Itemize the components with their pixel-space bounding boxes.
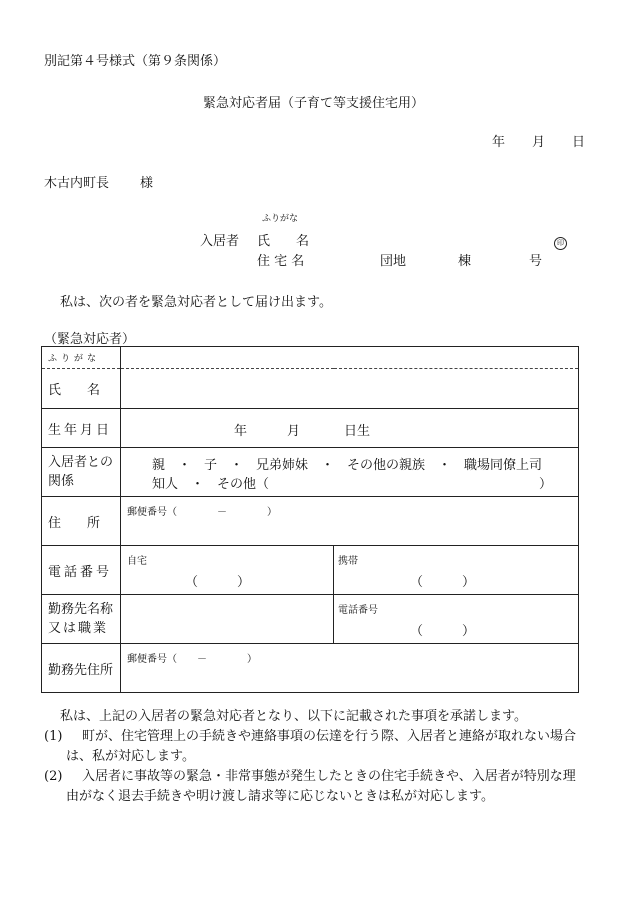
- relation-label-2: 関係: [48, 474, 75, 489]
- address-label-cell: [42, 497, 121, 546]
- work-address-field[interactable]: [121, 644, 579, 693]
- phone-label-cell: [42, 546, 121, 595]
- relation-options-line-1[interactable]: 親 ・ 子 ・ 兄弟姉妹 ・ その他の親族 ・ 職場同僚上司: [152, 458, 543, 473]
- applicant-residence-label: 住 宅 名: [257, 254, 305, 269]
- work-address-label: 勤務先住所: [48, 662, 114, 678]
- mobile-phone-paren: （ ）: [410, 575, 476, 590]
- date-year: 年: [492, 135, 506, 150]
- home-phone-field[interactable]: [121, 546, 334, 595]
- work-label-cell: [42, 595, 121, 644]
- table-caption: （緊急対応者）: [44, 332, 136, 347]
- birth-year: 年: [234, 424, 248, 439]
- address-field[interactable]: [121, 497, 579, 546]
- mobile-phone-field[interactable]: [334, 546, 579, 595]
- work-label-1: 勤務先名称: [48, 602, 114, 617]
- consent-item-2-line-1: 入居者に事故等の緊急・非常事態が発生したときの住宅手続きや、入居者が特別な理: [82, 769, 576, 784]
- consent-item-1-line-1: 町が、住宅管理上の手続きや連絡事項の伝達を行う際、入居者と連絡が取れない場合: [82, 729, 577, 744]
- consent-lead: 私は、上記の入居者の緊急対応者となり、以下に記載された事項を承諾します。: [60, 709, 527, 724]
- work-address-postal: 郵便番号（ － ）: [127, 654, 257, 665]
- birth-month: 月: [287, 424, 301, 439]
- addressee: 木古内町長: [44, 176, 110, 191]
- applicant-gou: 号: [529, 254, 543, 269]
- birth-label: 生年月日: [48, 422, 113, 438]
- phone-label: 電話番号: [48, 564, 113, 580]
- form-number: 別記第４号様式（第９条関係）: [44, 54, 227, 69]
- work-phone-label: 電話番号: [338, 605, 378, 616]
- work-phone-paren: （ ）: [410, 624, 476, 639]
- consent-item-2-line-2: 由がなく退去手続きや明け渡し請求等に応じないときは私が対応します。: [66, 789, 494, 804]
- name-label-cell: [42, 369, 121, 409]
- date-day: 日: [572, 135, 586, 150]
- address-postal: 郵便番号（ － ）: [127, 507, 277, 518]
- applicant-name-label: 氏 名: [257, 234, 310, 249]
- document-title: 緊急対応者届（子育て等支援住宅用）: [203, 96, 425, 111]
- name-field[interactable]: [121, 369, 579, 409]
- mobile-label: 携帯: [338, 556, 358, 567]
- seal-mark: 印: [554, 230, 567, 250]
- home-phone-paren: （ ）: [185, 575, 251, 590]
- furigana-label-cell: [42, 347, 121, 369]
- relation-label-1: 入居者との: [48, 455, 114, 470]
- relation-label-cell: [42, 448, 121, 497]
- furigana-field[interactable]: [121, 347, 579, 369]
- home-label: 自宅: [127, 556, 147, 567]
- applicant-furigana-label: ふりがな: [262, 214, 299, 224]
- address-label: 住 所: [48, 515, 101, 531]
- intro-text: 私は、次の者を緊急対応者として届け出ます。: [60, 295, 332, 310]
- applicant-role-label: 入居者: [200, 234, 240, 249]
- work-name-field[interactable]: [121, 595, 334, 644]
- name-label: 氏 名: [48, 383, 101, 398]
- relation-options-line-2[interactable]: 知人 ・ その他（: [152, 477, 270, 492]
- consent-item-2-number: (2): [44, 769, 63, 784]
- work-address-label-cell: [42, 644, 121, 693]
- birth-field[interactable]: [121, 409, 579, 448]
- consent-item-1-number: (1): [44, 729, 63, 744]
- applicant-danchi: 団地: [380, 254, 407, 269]
- relation-field[interactable]: [121, 448, 579, 497]
- furigana-label: ふりがな: [48, 354, 101, 364]
- consent-item-1-line-2: は、私が対応します。: [66, 749, 195, 764]
- emergency-contact-table: [41, 346, 579, 693]
- applicant-tou: 棟: [458, 254, 472, 269]
- date-month: 月: [532, 135, 546, 150]
- birth-label-cell: [42, 409, 121, 448]
- honorific: 様: [140, 176, 154, 191]
- birth-day: 日生: [344, 424, 371, 439]
- work-phone-field[interactable]: [334, 595, 579, 644]
- work-label-2: 又は職業: [48, 621, 109, 636]
- relation-close-paren: ）: [539, 477, 553, 492]
